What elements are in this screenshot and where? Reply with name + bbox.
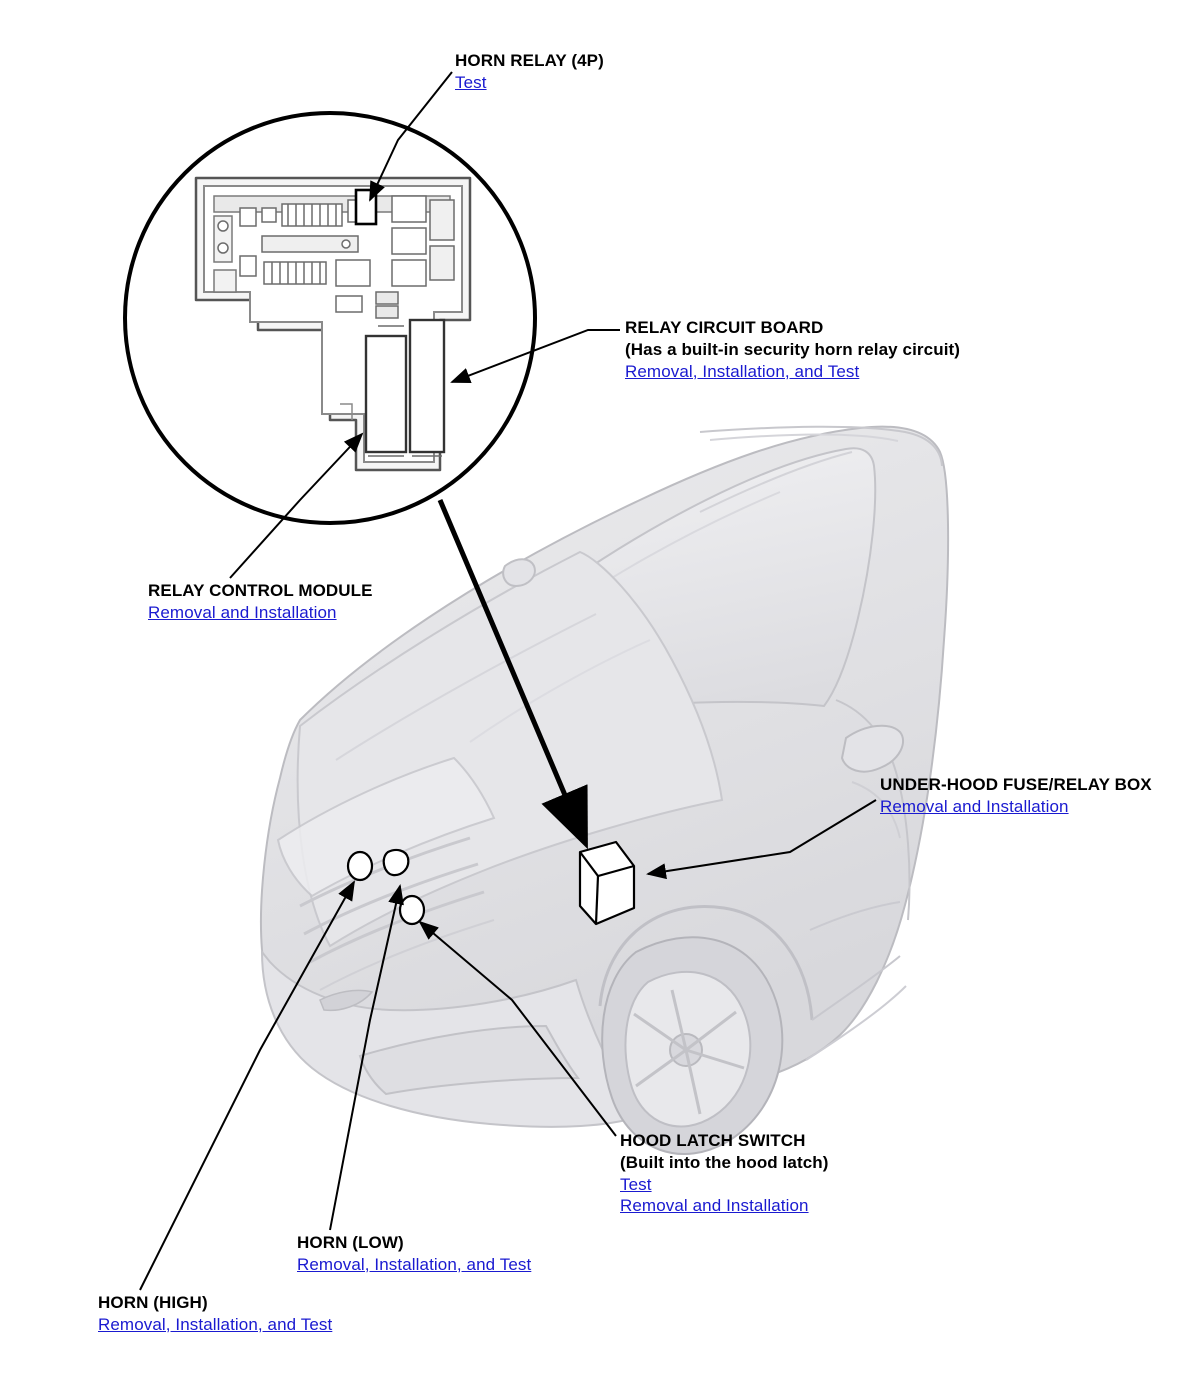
callout-title: HORN RELAY (4P) [455, 51, 604, 70]
hood-latch-switch-shape [400, 896, 424, 924]
callout-horn-high [98, 1292, 332, 1336]
fuse-box-detail-circle [125, 113, 535, 523]
callout-title: UNDER-HOOD FUSE/RELAY BOX [880, 775, 1152, 794]
link-removal-installation-test[interactable]: Removal, Installation, and Test [98, 1314, 333, 1334]
callout-horn-relay [455, 50, 604, 94]
link-removal-and-installation[interactable]: Removal and Installation [880, 796, 1069, 816]
link-removal-installation-test[interactable]: Removal, Installation, and Test [297, 1254, 532, 1274]
link-test[interactable]: Test [455, 72, 487, 92]
front-wheel [602, 937, 782, 1154]
callout-horn-low [297, 1232, 531, 1276]
callout-subtitle: (Built into the hood latch) [620, 1152, 829, 1172]
link-removal-and-installation[interactable]: Removal and Installation [148, 602, 337, 622]
callout-title: RELAY CIRCUIT BOARD [625, 318, 824, 337]
link-removal-installation-test[interactable]: Removal, Installation, and Test [625, 361, 860, 381]
horn-high-shape [348, 852, 372, 880]
callout-hood-latch-switch [620, 1130, 829, 1217]
callout-title: RELAY CONTROL MODULE [148, 581, 373, 600]
horn-low-shape [384, 850, 409, 875]
callout-title: HORN (HIGH) [98, 1293, 208, 1312]
callout-relay-circuit-board [625, 317, 960, 382]
callout-under-hood-fuse-relay-box [880, 774, 1152, 818]
vehicle-illustration [261, 427, 948, 1154]
callout-title: HORN (LOW) [297, 1233, 404, 1252]
under-hood-fuse-relay-box-shape [580, 842, 634, 924]
link-test[interactable]: Test [620, 1174, 652, 1194]
callout-relay-control-module [148, 580, 373, 624]
callout-subtitle: (Has a built-in security horn relay circuit) [625, 339, 961, 359]
link-removal-and-installation[interactable]: Removal and Installation [620, 1196, 809, 1216]
callout-title: HOOD LATCH SWITCH [620, 1131, 806, 1150]
